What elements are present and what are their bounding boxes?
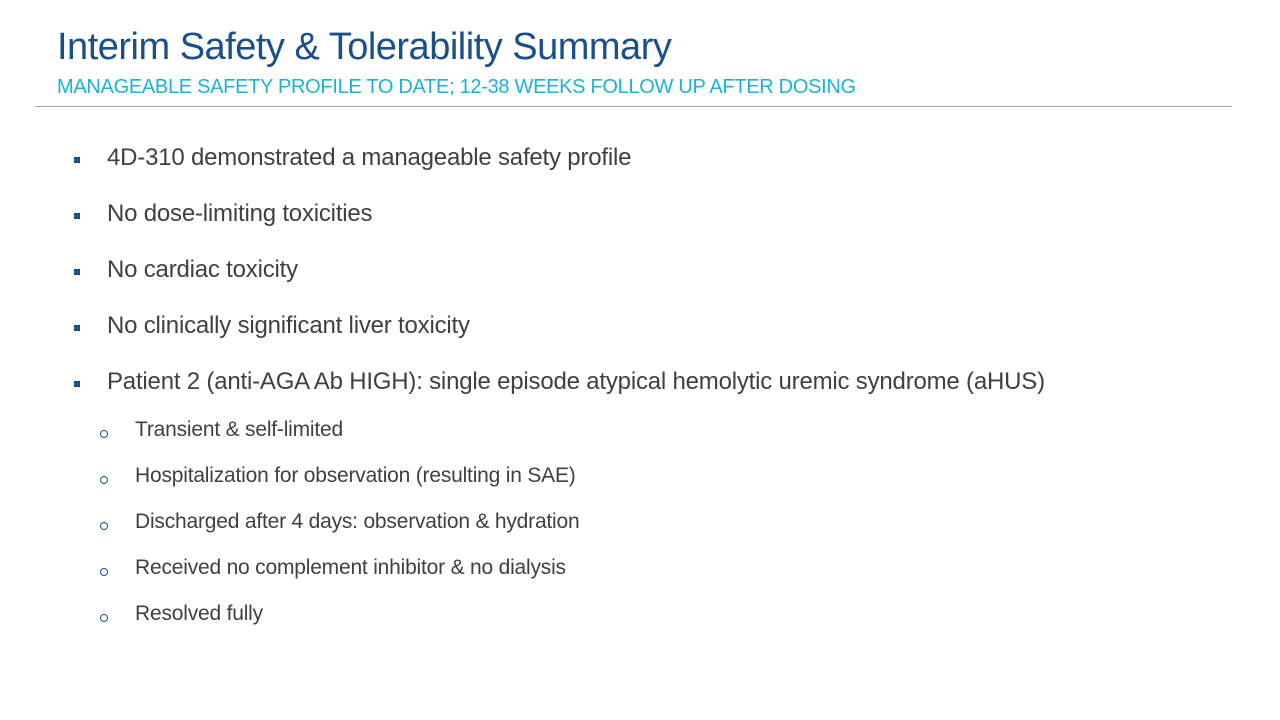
circle-bullet-icon	[100, 568, 108, 576]
slide-subtitle: MANAGEABLE SAFETY PROFILE TO DATE; 12-38 WEEKS FOLLOW UP AFTER DOSING	[57, 76, 856, 98]
bullet-text: Patient 2 (anti-AGA Ab HIGH): single episode atypical hemolytic uremic syndrome (aHUS)	[107, 368, 1045, 395]
bullet-item	[0, 368, 1280, 408]
bullet-text: No dose-limiting toxicities	[107, 200, 373, 227]
bullet-text: No cardiac toxicity	[107, 256, 298, 283]
square-bullet-icon	[74, 381, 80, 387]
square-bullet-icon	[74, 325, 80, 331]
bullet-text: 4D-310 demonstrated a manageable safety profile	[107, 144, 632, 171]
bullet-text: No clinically significant liver toxicity	[107, 312, 470, 339]
bullet-item	[0, 256, 1280, 296]
sub-bullet-item	[0, 556, 1280, 596]
slide-title: Interim Safety & Tolerability Summary	[57, 26, 672, 68]
bullet-item	[0, 200, 1280, 240]
sub-bullet-item	[0, 418, 1280, 458]
square-bullet-icon	[74, 213, 80, 219]
sub-bullet-text: Transient & self-limited	[135, 418, 343, 441]
bullet-item	[0, 312, 1280, 352]
sub-bullet-text: Received no complement inhibitor & no dialysis	[135, 556, 566, 579]
circle-bullet-icon	[100, 614, 108, 622]
sub-bullet-text: Discharged after 4 days: observation & hydration	[135, 510, 580, 533]
bullet-item	[0, 144, 1280, 184]
sub-bullet-text: Hospitalization for observation (resulting in SAE)	[135, 464, 576, 487]
circle-bullet-icon	[100, 476, 108, 484]
square-bullet-icon	[74, 269, 80, 275]
sub-bullet-item	[0, 602, 1280, 642]
sub-bullet-item	[0, 464, 1280, 504]
circle-bullet-icon	[100, 430, 108, 438]
square-bullet-icon	[74, 157, 80, 163]
sub-bullet-text: Resolved fully	[135, 602, 263, 625]
sub-bullet-item	[0, 510, 1280, 550]
circle-bullet-icon	[100, 522, 108, 530]
